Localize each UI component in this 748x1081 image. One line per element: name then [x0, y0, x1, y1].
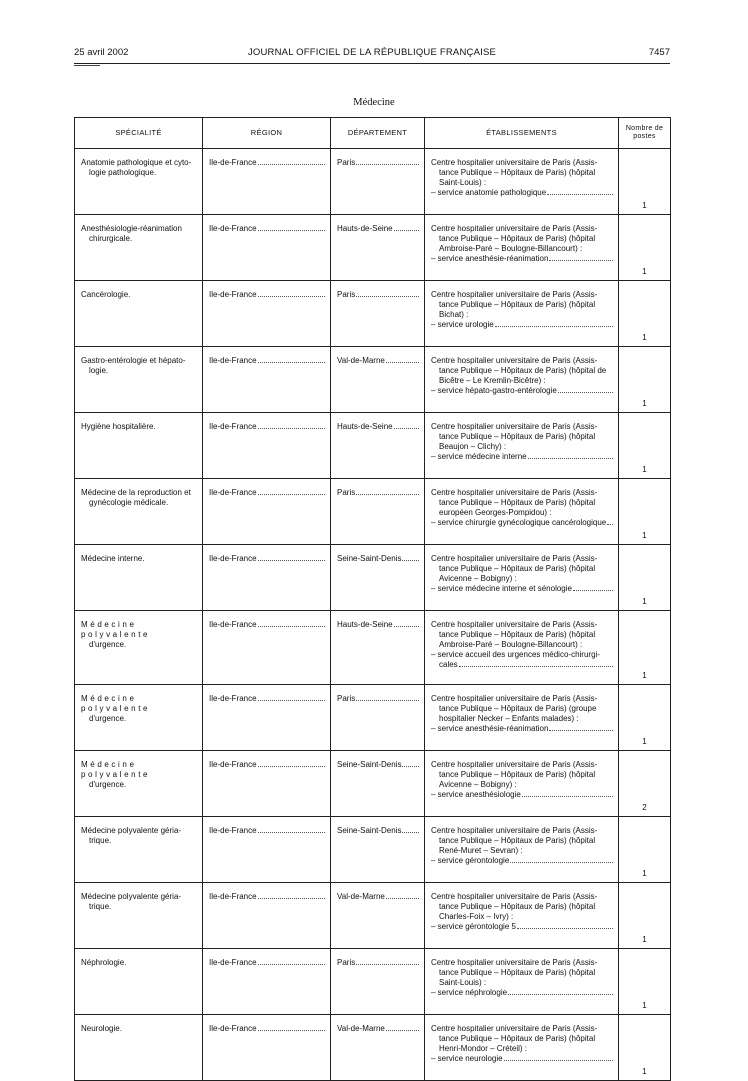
cell-departement [331, 751, 425, 817]
etablissement-line: tance Publique – Hôpitaux de Paris) (hôpital [439, 300, 596, 309]
specialite-line: Anatomie pathologique et cyto- [81, 158, 192, 167]
service-line-leader [547, 188, 613, 195]
cell-departement [331, 611, 425, 685]
etablissement-line: Centre hospitalier universitaire de Paris (Assis- [431, 488, 598, 497]
region-value-text: Ile-de-France [209, 488, 257, 497]
departement-value [337, 826, 419, 836]
region-value-leader [258, 826, 325, 833]
service-line-leader [573, 584, 613, 591]
table-header-row [75, 118, 671, 149]
region-value-text: Ile-de-France [209, 1024, 257, 1033]
cell-specialite [75, 215, 203, 281]
cell-region [203, 1015, 331, 1081]
region-value-text: Ile-de-France [209, 224, 257, 233]
departement-value-leader [356, 158, 419, 165]
cell-departement [331, 479, 425, 545]
specialite-line: logie pathologique. [89, 168, 157, 177]
service-line-leader [522, 790, 613, 797]
cell-etablissements [425, 949, 619, 1015]
service-line-text: – service anatomie pathologique [431, 188, 547, 197]
cell-departement [331, 1015, 425, 1081]
table-row [75, 413, 671, 479]
specialite-line: Médecine polyvalente [81, 760, 151, 779]
specialite-line: d'urgence. [89, 780, 127, 789]
departement-value-leader [356, 694, 419, 701]
service-line-text: – service gérontologie [431, 856, 510, 865]
etablissement-line: Centre hospitalier universitaire de Paris (Assis- [431, 554, 598, 563]
cell-nombre-postes: 1 [619, 347, 671, 413]
service-line [431, 856, 613, 866]
service-line-leader [549, 254, 613, 261]
journal-title: JOURNAL OFFICIEL DE LA RÉPUBLIQUE FRANÇAISE [247, 47, 497, 58]
cell-region [203, 751, 331, 817]
cell-specialite [75, 479, 203, 545]
region-value-leader [258, 694, 325, 701]
cell-specialite [75, 883, 203, 949]
departement-value-leader [394, 224, 419, 231]
region-value-leader [258, 958, 325, 965]
etablissement-line: hospitalier Necker – Enfants malades) : [439, 714, 579, 723]
etablissement-line: tance Publique – Hôpitaux de Paris) (hôpital [439, 234, 596, 243]
departement-value-leader [356, 290, 419, 297]
service-line-leader [607, 518, 613, 525]
cell-region [203, 545, 331, 611]
service-line-leader [508, 988, 613, 995]
service-line-text: – service néphrologie [431, 988, 508, 997]
region-value [209, 158, 325, 168]
etablissement-line: tance Publique – Hôpitaux de Paris) (hôpital [439, 968, 596, 977]
etablissement-line: Avicenne – Bobigny) : [439, 780, 517, 789]
col-specialite: SPÉCIALITÉ [75, 118, 203, 149]
specialite-line: Hygiène hospitalière. [81, 422, 156, 431]
region-value-text: Ile-de-France [209, 958, 257, 967]
cell-nombre-postes: 1 [619, 883, 671, 949]
region-value-leader [258, 760, 325, 767]
etablissement-line: Saint-Louis) : [439, 178, 487, 187]
cell-departement [331, 347, 425, 413]
section-title: Médecine [353, 97, 395, 108]
etablissement-line: Avicenne – Bobigny) : [439, 574, 517, 583]
cell-etablissements [425, 281, 619, 347]
service-line [431, 922, 613, 932]
header-date: 25 avril 2002 [74, 47, 129, 58]
cell-departement [331, 817, 425, 883]
departement-value-leader [394, 422, 419, 429]
departement-value-leader [394, 620, 419, 627]
departement-value [337, 488, 419, 498]
etablissement-line: Centre hospitalier universitaire de Paris (Assis- [431, 1024, 598, 1033]
page-header [74, 47, 670, 61]
specialite-line: chirurgicale. [89, 234, 133, 243]
etablissement-line: tance Publique – Hôpitaux de Paris) (hôpital [439, 168, 596, 177]
etablissement-line: tance Publique – Hôpitaux de Paris) (hôpital [439, 770, 596, 779]
cell-nombre-postes: 1 [619, 149, 671, 215]
service-line [431, 452, 613, 462]
etablissement-line: Henri-Mondor – Créteil) : [439, 1044, 528, 1053]
etablissement-line: Beaujon – Clichy) : [439, 442, 507, 451]
departement-value-text: Seine-Saint-Denis [337, 554, 402, 563]
postes-table [74, 117, 671, 1081]
departement-value [337, 694, 419, 704]
region-value [209, 356, 325, 366]
departement-value-text: Hauts-de-Seine [337, 422, 393, 431]
specialite-line: trique. [89, 836, 112, 845]
cell-specialite [75, 545, 203, 611]
region-value-leader [258, 224, 325, 231]
cell-nombre-postes: 1 [619, 215, 671, 281]
service-line-text: – service neurologie [431, 1054, 503, 1063]
etablissement-line: Bichat) : [439, 310, 469, 319]
cell-nombre-postes: 1 [619, 413, 671, 479]
header-rule-mark [74, 65, 100, 66]
col-departement: DÉPARTEMENT [331, 118, 425, 149]
region-value [209, 290, 325, 300]
service-line [431, 518, 613, 528]
cell-specialite [75, 281, 203, 347]
region-value-text: Ile-de-France [209, 760, 257, 769]
cell-specialite [75, 817, 203, 883]
etablissement-line: tance Publique – Hôpitaux de Paris) (groupe [439, 704, 597, 713]
service-line-text: – service anesthésie-réanimation [431, 724, 549, 733]
table-row [75, 949, 671, 1015]
departement-value-text: Paris [337, 958, 356, 967]
cell-etablissements [425, 817, 619, 883]
region-value-leader [258, 290, 325, 297]
specialite-line: d'urgence. [89, 714, 127, 723]
departement-value-leader [402, 826, 419, 833]
etablissement-line: Centre hospitalier universitaire de Paris (Assis- [431, 422, 598, 431]
cell-etablissements [425, 347, 619, 413]
service-line-leader [549, 724, 613, 731]
cell-region [203, 215, 331, 281]
region-value-leader [258, 892, 325, 899]
cell-nombre-postes: 1 [619, 479, 671, 545]
service-line-text: – service anesthésie-réanimation [431, 254, 549, 263]
region-value-text: Ile-de-France [209, 158, 257, 167]
specialite-line: logie. [89, 366, 109, 375]
region-value-leader [258, 158, 325, 165]
service-line [431, 188, 613, 198]
cell-specialite [75, 751, 203, 817]
cell-specialite [75, 1015, 203, 1081]
departement-value [337, 1024, 419, 1034]
service-line-leader [558, 386, 613, 393]
specialite-line: trique. [89, 902, 112, 911]
cell-etablissements [425, 215, 619, 281]
cell-departement [331, 413, 425, 479]
region-value-leader [258, 554, 325, 561]
departement-value [337, 224, 419, 234]
departement-value-text: Seine-Saint-Denis [337, 760, 402, 769]
etablissement-line: Ambroise-Paré – Boulogne-Billancourt) : [439, 640, 583, 649]
etablissement-line: Centre hospitalier universitaire de Paris (Assis- [431, 892, 598, 901]
service-line-text: – service anesthésiologie [431, 790, 521, 799]
cell-region [203, 281, 331, 347]
departement-value [337, 356, 419, 366]
region-value-text: Ile-de-France [209, 290, 257, 299]
cell-region [203, 479, 331, 545]
departement-value-leader [402, 554, 419, 561]
etablissement-line: tance Publique – Hôpitaux de Paris) (hôpital [439, 630, 596, 639]
cell-etablissements [425, 1015, 619, 1081]
service-line-text: – service médecine interne [431, 452, 527, 461]
region-value [209, 554, 325, 564]
etablissement-line: Centre hospitalier universitaire de Paris (Assis- [431, 290, 598, 299]
region-value [209, 488, 325, 498]
specialite-line: Neurologie. [81, 1024, 122, 1033]
service-line [431, 724, 613, 734]
cell-etablissements [425, 685, 619, 751]
region-value-text: Ile-de-France [209, 620, 257, 629]
cell-specialite [75, 347, 203, 413]
table-row [75, 347, 671, 413]
cell-etablissements [425, 545, 619, 611]
service-line [431, 254, 613, 264]
header-rule [74, 63, 670, 64]
cell-etablissements [425, 479, 619, 545]
specialite-line: Gastro-entérologie et hépato- [81, 356, 186, 365]
departement-value-text: Hauts-de-Seine [337, 620, 393, 629]
cell-region [203, 413, 331, 479]
etablissement-line: Centre hospitalier universitaire de Paris (Assis- [431, 356, 598, 365]
region-value [209, 224, 325, 234]
region-value-text: Ile-de-France [209, 554, 257, 563]
departement-value-leader [356, 488, 419, 495]
departement-value-leader [402, 760, 419, 767]
cell-departement [331, 149, 425, 215]
cell-region [203, 883, 331, 949]
service-line [431, 584, 613, 594]
departement-value-text: Paris [337, 488, 356, 497]
specialite-line: Médecine polyvalente [81, 620, 151, 639]
table-row [75, 281, 671, 347]
table-row [75, 1015, 671, 1081]
service-line [431, 320, 613, 330]
departement-value-leader [386, 1024, 419, 1031]
col-nombre-postes: Nombre de postes [619, 118, 671, 149]
etablissement-line: Bicêtre – Le Kremlin-Bicêtre) : [439, 376, 546, 385]
region-value-text: Ile-de-France [209, 826, 257, 835]
table-body [75, 149, 671, 1081]
table-row [75, 215, 671, 281]
col-region: RÉGION [203, 118, 331, 149]
service-line-leader [517, 922, 613, 929]
cell-specialite [75, 685, 203, 751]
etablissement-line: René-Muret – Sevran) : [439, 846, 523, 855]
etablissement-line: tance Publique – Hôpitaux de Paris) (hôpital [439, 836, 596, 845]
region-value-leader [258, 620, 325, 627]
departement-value [337, 958, 419, 968]
cell-region [203, 685, 331, 751]
region-value [209, 620, 325, 630]
specialite-line: Médecine interne. [81, 554, 145, 563]
region-value-leader [258, 1024, 325, 1031]
cell-departement [331, 545, 425, 611]
departement-value-text: Paris [337, 694, 356, 703]
cell-specialite [75, 149, 203, 215]
etablissement-line: Centre hospitalier universitaire de Paris (Assis- [431, 826, 598, 835]
cell-specialite [75, 413, 203, 479]
specialite-line: Néphrologie. [81, 958, 127, 967]
region-value [209, 826, 325, 836]
etablissement-line: tance Publique – Hôpitaux de Paris) (hôpital [439, 432, 596, 441]
col-etablissements: ÉTABLISSEMENTS [425, 118, 619, 149]
specialite-line: d'urgence. [89, 640, 127, 649]
etablissement-line: Centre hospitalier universitaire de Paris (Assis- [431, 694, 598, 703]
service-line-leader [459, 660, 613, 667]
service-line-leader [528, 452, 613, 459]
departement-value [337, 892, 419, 902]
cell-departement [331, 685, 425, 751]
cell-nombre-postes: 2 [619, 751, 671, 817]
service-line [431, 790, 613, 800]
service-line-text: – service chirurgie gynécologique cancérologique [431, 518, 607, 527]
departement-value [337, 760, 419, 770]
etablissement-line: Charles-Foix – Ivry) : [439, 912, 514, 921]
cell-departement [331, 949, 425, 1015]
cell-region [203, 347, 331, 413]
cell-nombre-postes: 1 [619, 611, 671, 685]
service-line [431, 1054, 613, 1064]
region-value-text: Ile-de-France [209, 892, 257, 901]
service-line-text: – service urologie [431, 320, 494, 329]
etablissement-line: tance Publique – Hôpitaux de Paris) (hôpital [439, 564, 596, 573]
cell-region [203, 611, 331, 685]
service-line [431, 386, 613, 396]
region-value-leader [258, 356, 325, 363]
service-line-leader [495, 320, 613, 327]
departement-value [337, 158, 419, 168]
departement-value-text: Val-de-Marne [337, 892, 385, 901]
region-value-text: Ile-de-France [209, 356, 257, 365]
region-value [209, 694, 325, 704]
table-row [75, 817, 671, 883]
region-value [209, 1024, 325, 1034]
cell-departement [331, 883, 425, 949]
cell-nombre-postes: 1 [619, 817, 671, 883]
cell-etablissements [425, 883, 619, 949]
region-value-text: Ile-de-France [209, 422, 257, 431]
departement-value-text: Hauts-de-Seine [337, 224, 393, 233]
region-value [209, 958, 325, 968]
cell-departement [331, 281, 425, 347]
etablissement-line: tance Publique – Hôpitaux de Paris) (hôpital de [439, 366, 607, 375]
departement-value-leader [386, 892, 419, 899]
etablissement-line: Saint-Louis) : [439, 978, 487, 987]
cell-etablissements [425, 149, 619, 215]
cell-nombre-postes: 1 [619, 685, 671, 751]
cell-nombre-postes: 1 [619, 949, 671, 1015]
etablissement-line: tance Publique – Hôpitaux de Paris) (hôpital [439, 902, 596, 911]
cell-nombre-postes: 1 [619, 281, 671, 347]
specialite-line: gynécologie médicale. [89, 498, 169, 507]
specialite-line: Médecine polyvalente géria- [81, 826, 182, 835]
cell-specialite [75, 949, 203, 1015]
departement-value-text: Val-de-Marne [337, 356, 385, 365]
specialite-line: Anesthésiologie-réanimation [81, 224, 182, 233]
cell-region [203, 949, 331, 1015]
departement-value-text: Val-de-Marne [337, 1024, 385, 1033]
service-line-leader [504, 1054, 613, 1061]
departement-value [337, 620, 419, 630]
service-line-text: cales [439, 660, 458, 669]
etablissement-line: européen Georges-Pompidou) : [439, 508, 552, 517]
table-row [75, 883, 671, 949]
table-row [75, 685, 671, 751]
table-row [75, 545, 671, 611]
cell-etablissements [425, 611, 619, 685]
etablissement-line: Ambroise-Paré – Boulogne-Billancourt) : [439, 244, 583, 253]
departement-value [337, 290, 419, 300]
page-number: 7457 [648, 47, 670, 58]
table-row [75, 751, 671, 817]
service-line-text: – service gérontologie 5 [431, 922, 516, 931]
service-line-leader [510, 856, 613, 863]
departement-value [337, 554, 419, 564]
service-line-text: – service hépato-gastro-entérologie [431, 386, 557, 395]
cell-departement [331, 215, 425, 281]
cell-specialite [75, 611, 203, 685]
region-value-text: Ile-de-France [209, 694, 257, 703]
region-value [209, 892, 325, 902]
etablissement-line: tance Publique – Hôpitaux de Paris) (hôpital [439, 1034, 596, 1043]
departement-value-text: Paris [337, 158, 356, 167]
departement-value-text: Paris [337, 290, 356, 299]
etablissement-line: – service accueil des urgences médico-chirurgi- [431, 650, 600, 659]
region-value [209, 422, 325, 432]
etablissement-line: tance Publique – Hôpitaux de Paris) (hôpital [439, 498, 596, 507]
cell-etablissements [425, 413, 619, 479]
specialite-line: Médecine de la reproduction et [81, 488, 191, 497]
table-row [75, 149, 671, 215]
region-value-leader [258, 422, 325, 429]
etablissement-line: Centre hospitalier universitaire de Paris (Assis- [431, 158, 598, 167]
departement-value-leader [356, 958, 419, 965]
cell-nombre-postes: 1 [619, 1015, 671, 1081]
service-line-text: – service médecine interne et sénologie [431, 584, 572, 593]
cell-region [203, 817, 331, 883]
cell-region [203, 149, 331, 215]
departement-value-leader [386, 356, 419, 363]
etablissement-line: Centre hospitalier universitaire de Paris (Assis- [431, 760, 598, 769]
region-value [209, 760, 325, 770]
etablissement-line: Centre hospitalier universitaire de Paris (Assis- [431, 224, 598, 233]
departement-value [337, 422, 419, 432]
specialite-line: Médecine polyvalente géria- [81, 892, 182, 901]
table-row [75, 479, 671, 545]
cell-etablissements [425, 751, 619, 817]
departement-value-text: Seine-Saint-Denis [337, 826, 402, 835]
service-line [431, 660, 613, 670]
cell-nombre-postes: 1 [619, 545, 671, 611]
region-value-leader [258, 488, 325, 495]
specialite-line: Cancérologie. [81, 290, 131, 299]
etablissement-line: Centre hospitalier universitaire de Paris (Assis- [431, 620, 598, 629]
etablissement-line: Centre hospitalier universitaire de Paris (Assis- [431, 958, 598, 967]
specialite-line: Médecine polyvalente [81, 694, 151, 713]
table-row [75, 611, 671, 685]
